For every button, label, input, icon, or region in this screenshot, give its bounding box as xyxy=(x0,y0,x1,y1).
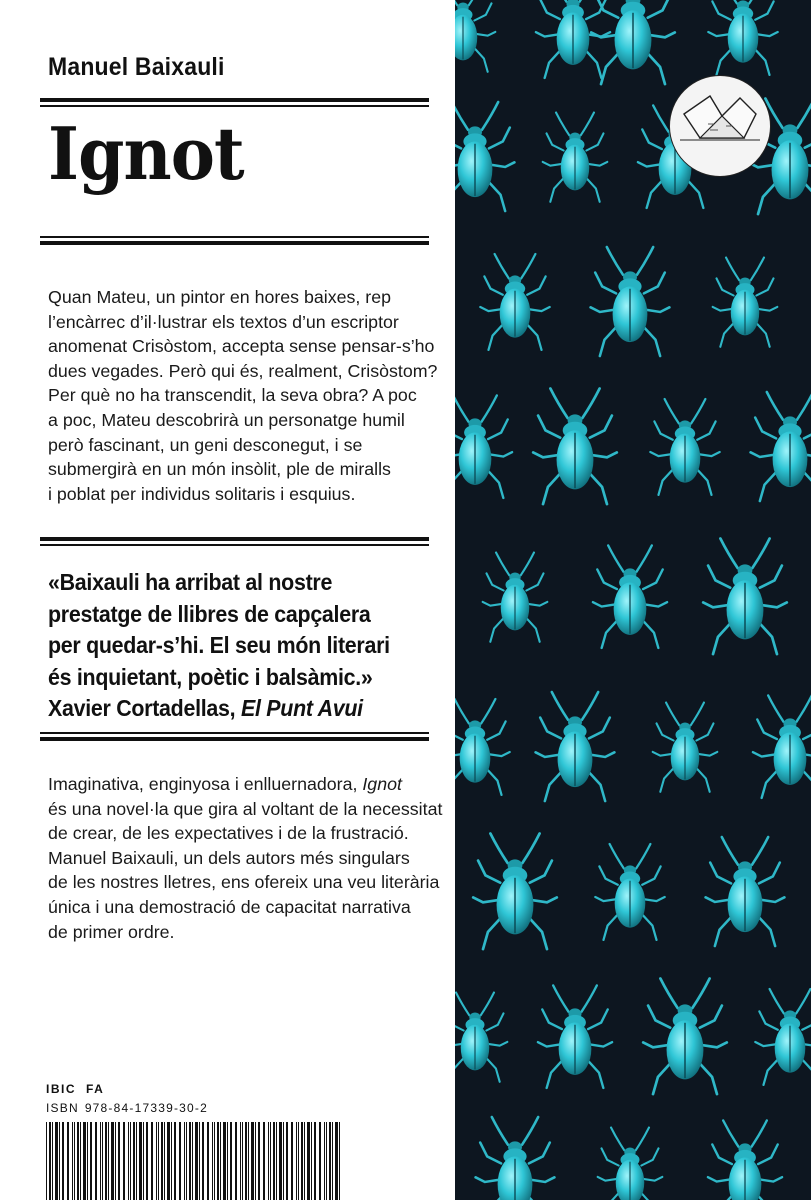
beetle-icon xyxy=(713,258,778,347)
beetle-icon xyxy=(753,696,811,798)
barcode-bar xyxy=(143,1122,144,1200)
synopsis-text xyxy=(48,285,443,506)
barcode-bar xyxy=(158,1122,159,1200)
barcode-bar xyxy=(304,1122,305,1200)
barcode-bar xyxy=(171,1122,172,1200)
isbn-label: ISBN xyxy=(46,1101,79,1115)
barcode-bar xyxy=(255,1122,256,1200)
barcode-bar xyxy=(212,1122,213,1200)
barcode-bar xyxy=(199,1122,200,1200)
beetle-icon xyxy=(703,539,787,655)
top-rule-2 xyxy=(40,236,429,245)
paper-boat-icon xyxy=(670,76,770,176)
beetle-icon xyxy=(591,0,675,84)
barcode-bar xyxy=(186,1122,187,1200)
barcode-bar xyxy=(62,1122,64,1200)
top-rule-1 xyxy=(40,98,429,107)
barcode-bar xyxy=(263,1122,265,1200)
barcode-bar xyxy=(136,1122,137,1200)
beetle-icon xyxy=(591,247,670,356)
barcode-bar xyxy=(223,1122,226,1200)
description-line: de primer ordre. xyxy=(48,921,175,942)
barcode-bar xyxy=(217,1122,219,1200)
beetle-icon xyxy=(455,993,507,1082)
barcode-bar xyxy=(128,1122,129,1200)
barcode-bar xyxy=(139,1122,142,1200)
beetle-icon xyxy=(751,392,811,501)
isbn xyxy=(46,1101,214,1115)
barcode-bar xyxy=(49,1122,51,1200)
barcode-bar xyxy=(286,1122,288,1200)
barcode-bar xyxy=(189,1122,191,1200)
quote-author: Xavier Cortadellas, xyxy=(48,695,236,721)
barcode-bar xyxy=(151,1122,153,1200)
beetle-icon xyxy=(706,837,785,946)
synopsis-line: Per què no ha transcendit, la seva obra? A poc xyxy=(48,385,417,406)
barcode-bar xyxy=(326,1122,327,1200)
barcode-bar xyxy=(339,1122,340,1200)
barcode-bar xyxy=(314,1122,316,1200)
barcode-bar xyxy=(77,1122,79,1200)
barcode-icon xyxy=(46,1122,341,1200)
beetle-icon xyxy=(593,546,667,648)
synopsis-line: dues vegades. Però qui és, realment, Crisòstom? xyxy=(48,360,438,381)
barcode-bar xyxy=(235,1122,237,1200)
description-line: Manuel Baixauli, un dels autors més singulars xyxy=(48,847,410,868)
synopsis-line: Quan Mateu, un pintor en hores baixes, rep xyxy=(48,287,391,307)
barcode-bar xyxy=(156,1122,157,1200)
barcode-bar xyxy=(273,1122,275,1200)
beetle-pattern-panel xyxy=(455,0,811,1200)
beetle-icon xyxy=(455,102,514,211)
barcode-bar xyxy=(59,1122,60,1200)
quote-line: per quedar-s’hi. El seu món literari xyxy=(48,632,390,658)
beetle-icon xyxy=(536,0,610,78)
barcode-bar xyxy=(74,1122,75,1200)
barcode-bar xyxy=(251,1122,254,1200)
beetle-icon xyxy=(650,399,719,495)
press-quote xyxy=(48,567,448,725)
barcode-bar xyxy=(192,1122,193,1200)
beetle-icon xyxy=(455,699,510,795)
barcode-bar xyxy=(202,1122,204,1200)
synopsis-line: i poblat per individus solitaris i esquius. xyxy=(48,483,356,504)
barcode-bar xyxy=(207,1122,209,1200)
barcode-bar xyxy=(164,1122,165,1200)
beetle-icon xyxy=(533,389,617,505)
beetle-icon xyxy=(595,844,664,940)
barcode-bar xyxy=(227,1122,228,1200)
barcode-bar xyxy=(268,1122,269,1200)
description-prefix: Imaginativa, enginyosa i enlluernadora, xyxy=(48,774,358,794)
barcode-bar xyxy=(291,1122,293,1200)
barcode-bar xyxy=(230,1122,232,1200)
beetle-icon xyxy=(643,979,727,1095)
paper-boat-logo-icon xyxy=(669,75,771,177)
quote-attribution xyxy=(48,693,420,725)
beetle-icon xyxy=(483,553,548,642)
barcode-bar xyxy=(319,1122,321,1200)
beetle-icon xyxy=(473,834,557,950)
barcode-bar xyxy=(111,1122,114,1200)
barcode-bar xyxy=(258,1122,260,1200)
quote-line: és inquietant, poètic i balsàmic.» xyxy=(48,663,373,690)
description-line: de crear, de les expectatives i de la frustració. xyxy=(48,823,409,844)
beetle-icon xyxy=(598,1128,663,1200)
beetle-icon xyxy=(543,113,608,202)
beetle-icon xyxy=(480,254,549,350)
barcode-bar xyxy=(220,1122,221,1200)
barcode-bar xyxy=(55,1122,58,1200)
barcode-bar xyxy=(214,1122,215,1200)
beetle-icon xyxy=(755,989,811,1085)
ibic-code xyxy=(46,1082,114,1096)
barcode-bar xyxy=(80,1122,81,1200)
barcode-bar xyxy=(102,1122,103,1200)
barcode-bar xyxy=(276,1122,277,1200)
description-text xyxy=(48,772,443,944)
barcode-bar xyxy=(90,1122,92,1200)
barcode-bar xyxy=(130,1122,131,1200)
barcode-bar xyxy=(298,1122,299,1200)
synopsis-line: anomenat Crisòstom, accepta sense pensar-s’ho xyxy=(48,336,435,357)
book-title: Ignot xyxy=(48,111,244,196)
barcode-bar xyxy=(332,1122,333,1200)
barcode-bar xyxy=(105,1122,107,1200)
barcode-bar xyxy=(174,1122,176,1200)
barcode-bar xyxy=(311,1122,312,1200)
barcode-bar xyxy=(307,1122,310,1200)
author-name: Manuel Baixauli xyxy=(48,53,225,81)
quote-bottom-rule xyxy=(40,732,429,741)
barcode-bar xyxy=(195,1122,198,1200)
barcode-bar xyxy=(118,1122,120,1200)
barcode-bar xyxy=(67,1122,69,1200)
barcode-bar xyxy=(179,1122,181,1200)
barcode-bar xyxy=(46,1122,47,1200)
barcode-bar xyxy=(324,1122,325,1200)
barcode-bar xyxy=(240,1122,241,1200)
barcode-bar xyxy=(279,1122,282,1200)
barcode-bar xyxy=(242,1122,243,1200)
ibic-label: IBIC xyxy=(46,1082,76,1096)
quote-line: prestatge de llibres de capçalera xyxy=(48,600,371,627)
barcode-bar xyxy=(95,1122,97,1200)
barcode-bar xyxy=(245,1122,247,1200)
barcode-bar xyxy=(83,1122,86,1200)
description-line: és una novel·la que gira al voltant de la necessitat xyxy=(48,798,443,819)
quote-top-rule xyxy=(40,537,429,546)
barcode-bar xyxy=(108,1122,109,1200)
barcode-bar xyxy=(296,1122,297,1200)
quote-line: «Baixauli ha arribat al nostre xyxy=(48,569,333,595)
barcode-bar xyxy=(87,1122,88,1200)
barcode-bar xyxy=(335,1122,338,1200)
barcode-bar xyxy=(100,1122,101,1200)
description-title: Ignot xyxy=(362,774,402,794)
beetle-icon xyxy=(455,396,512,498)
barcode-bar xyxy=(133,1122,135,1200)
barcode-bar xyxy=(161,1122,163,1200)
beetle-icon xyxy=(708,0,777,75)
synopsis-line: submergirà en un món insòlit, ple de miralls xyxy=(48,459,391,480)
beetle-icon xyxy=(536,692,615,801)
beetle-icon xyxy=(455,0,495,72)
synopsis-line: a poc, Mateu descobrirà un personatge humil xyxy=(48,409,405,430)
barcode-bar xyxy=(115,1122,116,1200)
beetle-icon xyxy=(476,1117,555,1200)
beetle-pattern-icon xyxy=(455,0,811,1200)
barcode-bar xyxy=(283,1122,284,1200)
synopsis-line: però fascinant, un geni desconegut, i se xyxy=(48,434,363,455)
barcode-bar xyxy=(301,1122,303,1200)
beetle-icon xyxy=(653,703,718,792)
barcode-bar xyxy=(123,1122,125,1200)
barcode-bar xyxy=(270,1122,271,1200)
barcode-bar xyxy=(167,1122,170,1200)
description-line: de les nostres lletres, ens ofereix una veu literària xyxy=(48,872,440,893)
quote-source: El Punt Avui xyxy=(240,695,363,721)
barcode-bar xyxy=(52,1122,53,1200)
description-line xyxy=(48,772,443,797)
barcode-bar xyxy=(184,1122,185,1200)
barcode-bar xyxy=(72,1122,73,1200)
barcode-bar xyxy=(329,1122,331,1200)
barcode-bar xyxy=(248,1122,249,1200)
description-line: única i una demostració de capacitat narrativa xyxy=(48,896,411,917)
barcode-bar xyxy=(146,1122,148,1200)
isbn-number: 978-84-17339-30-2 xyxy=(84,1101,208,1115)
beetle-icon xyxy=(708,1121,782,1200)
beetle-icon xyxy=(538,986,612,1088)
ibic-value: FA xyxy=(86,1082,105,1096)
synopsis-line: l’encàrrec d’il·lustrar els textos d’un escriptor xyxy=(48,311,399,332)
